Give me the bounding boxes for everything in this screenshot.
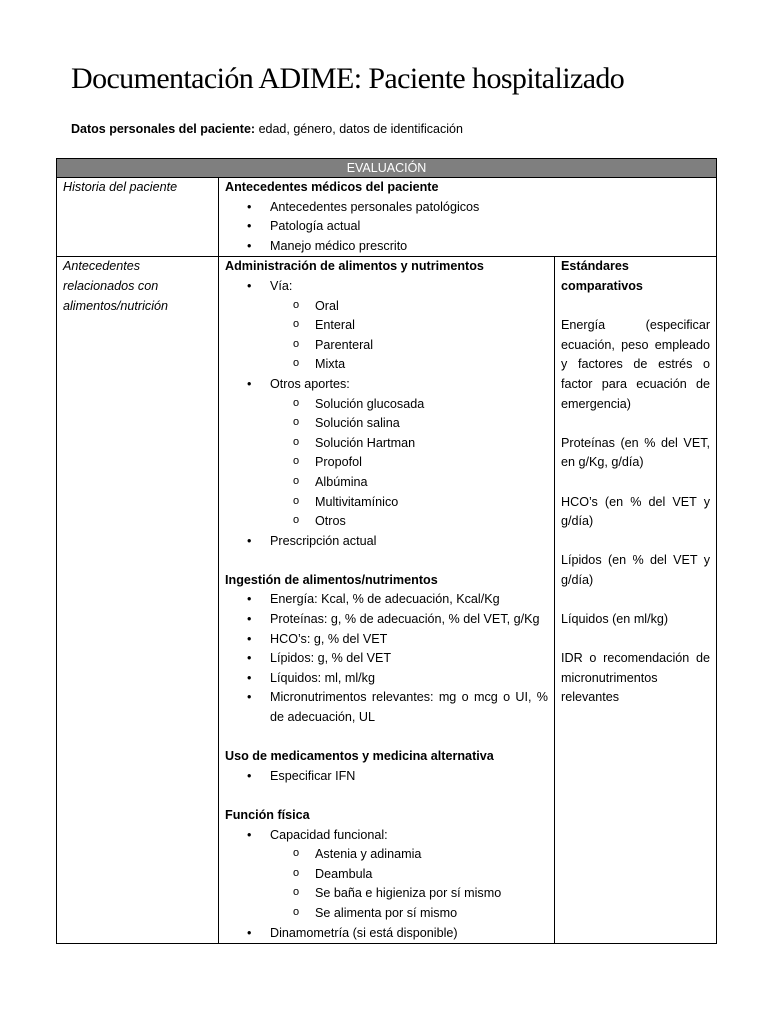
- funcion-list: [225, 826, 548, 944]
- estandar-hco: HCO’s (en % del VET y g/día): [561, 494, 711, 529]
- sub-list-item: o Solución glucosada: [225, 395, 548, 415]
- antecedentes-content: [219, 257, 555, 944]
- list-item: • Especificar IFN: [225, 767, 548, 787]
- ingestion-section-title: Ingestión de alimentos/nutrimentos: [225, 572, 438, 587]
- estandares-title-line: Estándares: [561, 259, 629, 274]
- historia-section-title: Antecedentes médicos del paciente: [225, 180, 439, 194]
- antecedentes-row: [57, 257, 717, 944]
- sub-list-item: o Astenia y adinamia: [225, 845, 548, 865]
- estandar-energia: Energía (especificar ecuación, peso empleado y factores de estrés o factor para ecuación de emergencia): [561, 318, 711, 411]
- list-item: • Proteínas: g, % de adecuación, % del VET, g/Kg: [225, 610, 548, 630]
- list-item: • Capacidad funcional:: [225, 826, 548, 846]
- antecedentes-label: [57, 257, 219, 944]
- list-item: • Vía:: [225, 277, 548, 297]
- admin-list: [225, 277, 548, 551]
- sub-list-item: o Enteral: [225, 316, 548, 336]
- antecedentes-label-line: Antecedentes: [63, 259, 141, 274]
- historia-row: [57, 178, 717, 257]
- estandar-idr: IDR o recomendación de micronutrimentos relevantes: [561, 651, 711, 705]
- antecedentes-label-line: relacionados con: [63, 278, 159, 293]
- medicamentos-section-title: Uso de medicamentos y medicina alternativa: [225, 749, 494, 764]
- page-title: Documentación ADIME: Paciente hospitalizado: [71, 62, 625, 95]
- adime-table: [56, 158, 717, 944]
- list-item: • Micronutrimentos relevantes: mg o mcg o UI, % de adecuación, UL: [225, 688, 548, 727]
- list-item: • HCO’s: g, % del VET: [225, 630, 548, 650]
- list-item: • Otros aportes:: [225, 375, 548, 395]
- historia-list: [225, 198, 710, 257]
- personal-data-label: Datos personales del paciente:: [71, 122, 256, 136]
- medicamentos-list: [225, 767, 548, 787]
- sub-list-item: o Deambula: [225, 865, 548, 885]
- estandar-proteinas: Proteínas (en % del VET, en g/Kg, g/día): [561, 435, 711, 470]
- sub-list-item: o Parenteral: [225, 336, 548, 356]
- sub-list-item: o Se alimenta por sí mismo: [225, 904, 548, 924]
- list-item: • Prescripción actual: [225, 532, 548, 552]
- estandares-content: [555, 257, 717, 944]
- list-item: • Dinamometría (si está disponible): [225, 924, 548, 944]
- list-item: • Patología actual: [225, 217, 710, 237]
- ingestion-list: [225, 590, 548, 727]
- list-item: • Energía: Kcal, % de adecuación, Kcal/Kg: [225, 590, 548, 610]
- admin-section-title: Administración de alimentos y nutrimentos: [225, 259, 484, 274]
- list-item: • Manejo médico prescrito: [225, 237, 710, 257]
- sub-list-item: o Multivitamínico: [225, 493, 548, 513]
- estandares-title-line: comparativos: [561, 278, 643, 293]
- sub-list-item: o Se baña e higieniza por sí mismo: [225, 884, 548, 904]
- historia-label: Historia del paciente: [57, 178, 219, 257]
- estandar-liquidos: Líquidos (en ml/kg): [561, 612, 669, 627]
- sub-list-item: o Mixta: [225, 355, 548, 375]
- personal-data-line: [71, 122, 463, 136]
- sub-list-item: o Solución Hartman: [225, 434, 548, 454]
- sub-list-item: o Otros: [225, 512, 548, 532]
- antecedentes-label-line: alimentos/nutrición: [63, 298, 168, 313]
- evaluation-header: EVALUACIÓN: [57, 159, 717, 178]
- funcion-section-title: Función física: [225, 808, 310, 822]
- historia-content: [219, 178, 717, 257]
- header-row: [57, 159, 717, 178]
- list-item: • Lípidos: g, % del VET: [225, 649, 548, 669]
- sub-list-item: o Albúmina: [225, 473, 548, 493]
- personal-data-value: edad, género, datos de identificación: [258, 122, 463, 136]
- list-item: • Líquidos: ml, ml/kg: [225, 669, 548, 689]
- sub-list-item: o Oral: [225, 297, 548, 317]
- sub-list-item: o Propofol: [225, 453, 548, 473]
- list-item: • Antecedentes personales patológicos: [225, 198, 710, 218]
- estandar-lipidos: Lípidos (en % del VET y g/día): [561, 553, 711, 587]
- sub-list-item: o Solución salina: [225, 414, 548, 434]
